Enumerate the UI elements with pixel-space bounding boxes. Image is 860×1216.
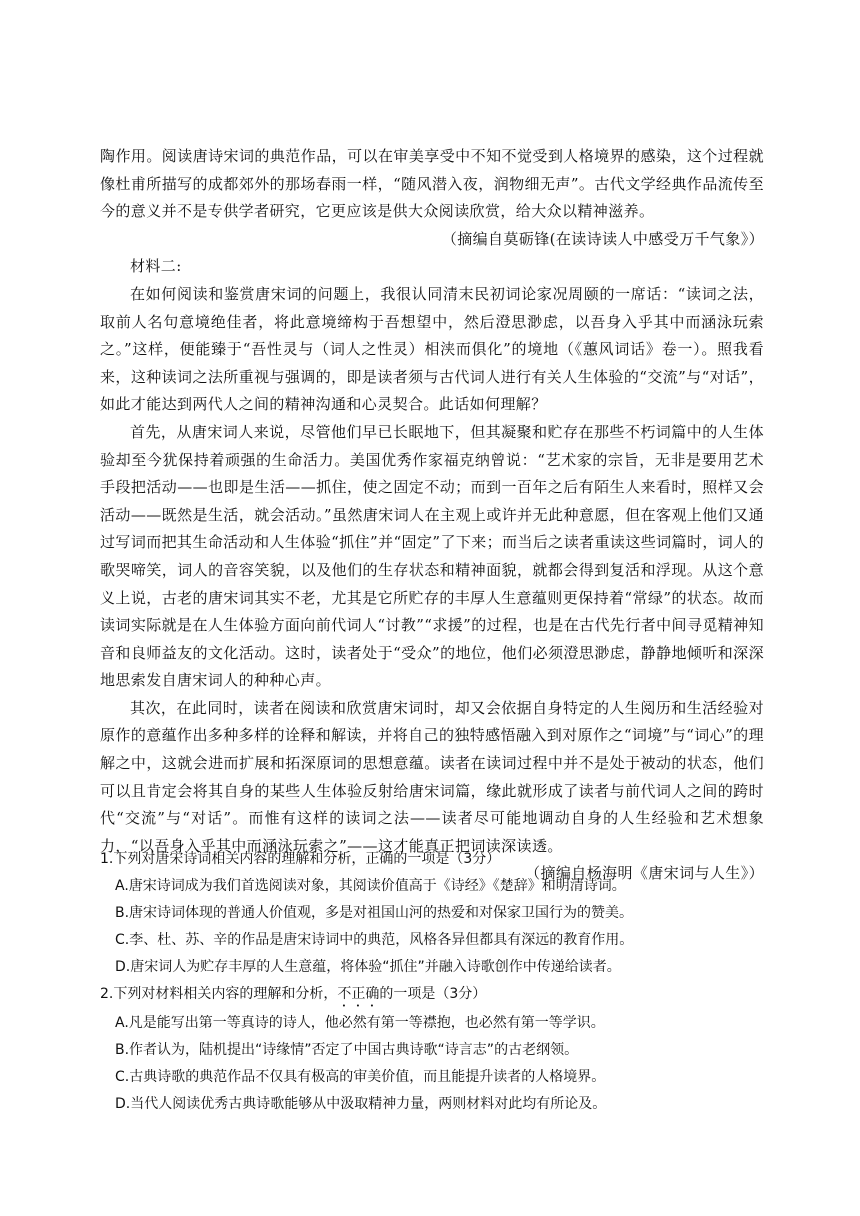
question-2-stem-suffix: 的一项是（3分） [379, 986, 487, 1002]
question-1-option-a: A.唐宋诗词成为我们首选阅读对象，其阅读价值高于《诗经》《楚辞》和明清诗词。 [115, 878, 626, 894]
question-1 [100, 846, 760, 981]
material-2-paragraph-3: 其次，在此同时，读者在阅读和欣赏唐宋词时，却又会依据自身特定的人生阅历和生活经验对原作的意蕴作出多种多样的诠释和解读，并将自己的独特感悟融入到对原作之“词境”与“词心”的理解之中，这就会进而扩展和拓深原词的思想意蕴。读者在读词过程中并不是处于被动的状态，他们可以且肯定会将其自身的某些人生体验反射给唐宋词篇，缘此就形成了读者与前代词人之间的跨时代“交流”与“对话”。而惟有这样的读词之法——读者尽可能地调动自身的人生经验和艺术想象力，“以吾身入乎其中而涵泳玩索之”——这才能真正把词读深读透。 [100, 698, 764, 855]
material-2-label: 材料二: [130, 257, 182, 276]
question-2-option-d: D.当代人阅读优秀古典诗歌能够从中汲取精神力量，两则材料对此均有所论及。 [115, 1096, 607, 1112]
question-2-stem-prefix: 2.下列对材料相关内容的理解和分析， [100, 986, 338, 1002]
question-2-stem [100, 981, 760, 1010]
material-2-paragraph-1: 在如何阅读和鉴赏唐宋词的问题上，我很认同清末民初词论家况周颐的一席话：“读词之法，取前人名句意境绝佳者，将此意境缔构于吾想望中，然后澄思渺虑，以吾身入乎其中而涵泳玩索之。”这样，便能臻于“吾性灵与（词人之性灵）相浃而俱化”的境地（《蕙风词话》卷一）。照我看来，这种读词之法所重视与强调的，即是读者须与古代词人进行有关人生体验的“交流”与“对话”，如此才能达到两代人之间的精神沟通和心灵契合。此话如何理解？ [100, 284, 764, 414]
reading-material [100, 143, 764, 888]
question-2-option-c: C.古典诗歌的典范作品不仅具有极高的审美价值，而且能提升读者的人格境界。 [115, 1069, 606, 1085]
question-2-emphasis: 不正确 [337, 986, 380, 1002]
material-2-paragraph-2: 首先，从唐宋词人来说，尽管他们早已长眠地下，但其凝聚和贮存在那些不朽词篇中的人生体验却至今犹保持着顽强的生命活力。美国优秀作家福克纳曾说：“艺术家的宗旨，无非是要用艺术手段把活动——也即是生活——抓住，使之固定不动；而到一百年之后有陌生人来看时，照样又会活动——既然是生活，就会活动。”虽然唐宋词人在主观上或许并无此种意愿，但在客观上他们又通过写词而把其生命活动和人生体验“抓住”并“固定”了下来；而当后之读者重读这些词篇时，词人的歌哭啼笑，词人的音容笑貌，以及他们的生存状态和精神面貌，就都会得到复活和浮现。从这个意义上说，古老的唐宋词其实不老，尤其是它所贮存的丰厚人生意蕴则更保持着“常绿”的状态。故而读词实际就是在人生体验方面向前代词人“讨教”“求援”的过程，也是在古代先行者中间寻觅精神知音和良师益友的文化活动。这时，读者处于“受众”的地位，他们必须澄思渺虑，静静地倾听和深深地思索发自唐宋词人的种种心声。 [100, 422, 764, 690]
attribution-2: （摘编自杨海明《唐宋词与人生》） [525, 864, 764, 883]
question-1-option-d: D.唐宋词人为贮存丰厚的人生意蕴，将体验“抓住”并融入诗歌创作中传递给读者。 [115, 959, 621, 975]
question-2 [100, 981, 760, 1118]
question-1-option-c: C.李、杜、苏、辛的作品是唐宋诗词中的典范，风格各异但都具有深远的教育作用。 [115, 932, 634, 948]
question-2-option-b: B.作者认为，陆机提出“诗缘情”否定了中国古典诗歌“诗言志”的古老纲领。 [115, 1042, 579, 1058]
question-1-option-b: B.唐宋诗词体现的普通人价值观，多是对祖国山河的热爱和对保家卫国行为的赞美。 [115, 905, 634, 921]
question-2-option-a: A.凡是能写出第一等真诗的诗人，他必然有第一等襟抱，也必然有第一等学识。 [115, 1015, 605, 1031]
attribution-1: （摘编自莫砺锋(在读诗读人中感受万千气象》） [441, 229, 764, 248]
question-1-stem: 1.下列对唐宋诗词相关内容的理解和分析，正确的一项是（3分） [100, 851, 501, 867]
paragraph-continuation: 陶作用。阅读唐诗宋词的典范作品，可以在审美享受中不知不觉受到人格境界的感染，这个过程就像杜甫所描写的成都郊外的那场春雨一样，“随风潜入夜，润物细无声”。古代文学经典作品流传至今的意义并不是专供学者研究，它更应该是供大众阅读欣赏，给大众以精神滋养。 [100, 147, 764, 221]
